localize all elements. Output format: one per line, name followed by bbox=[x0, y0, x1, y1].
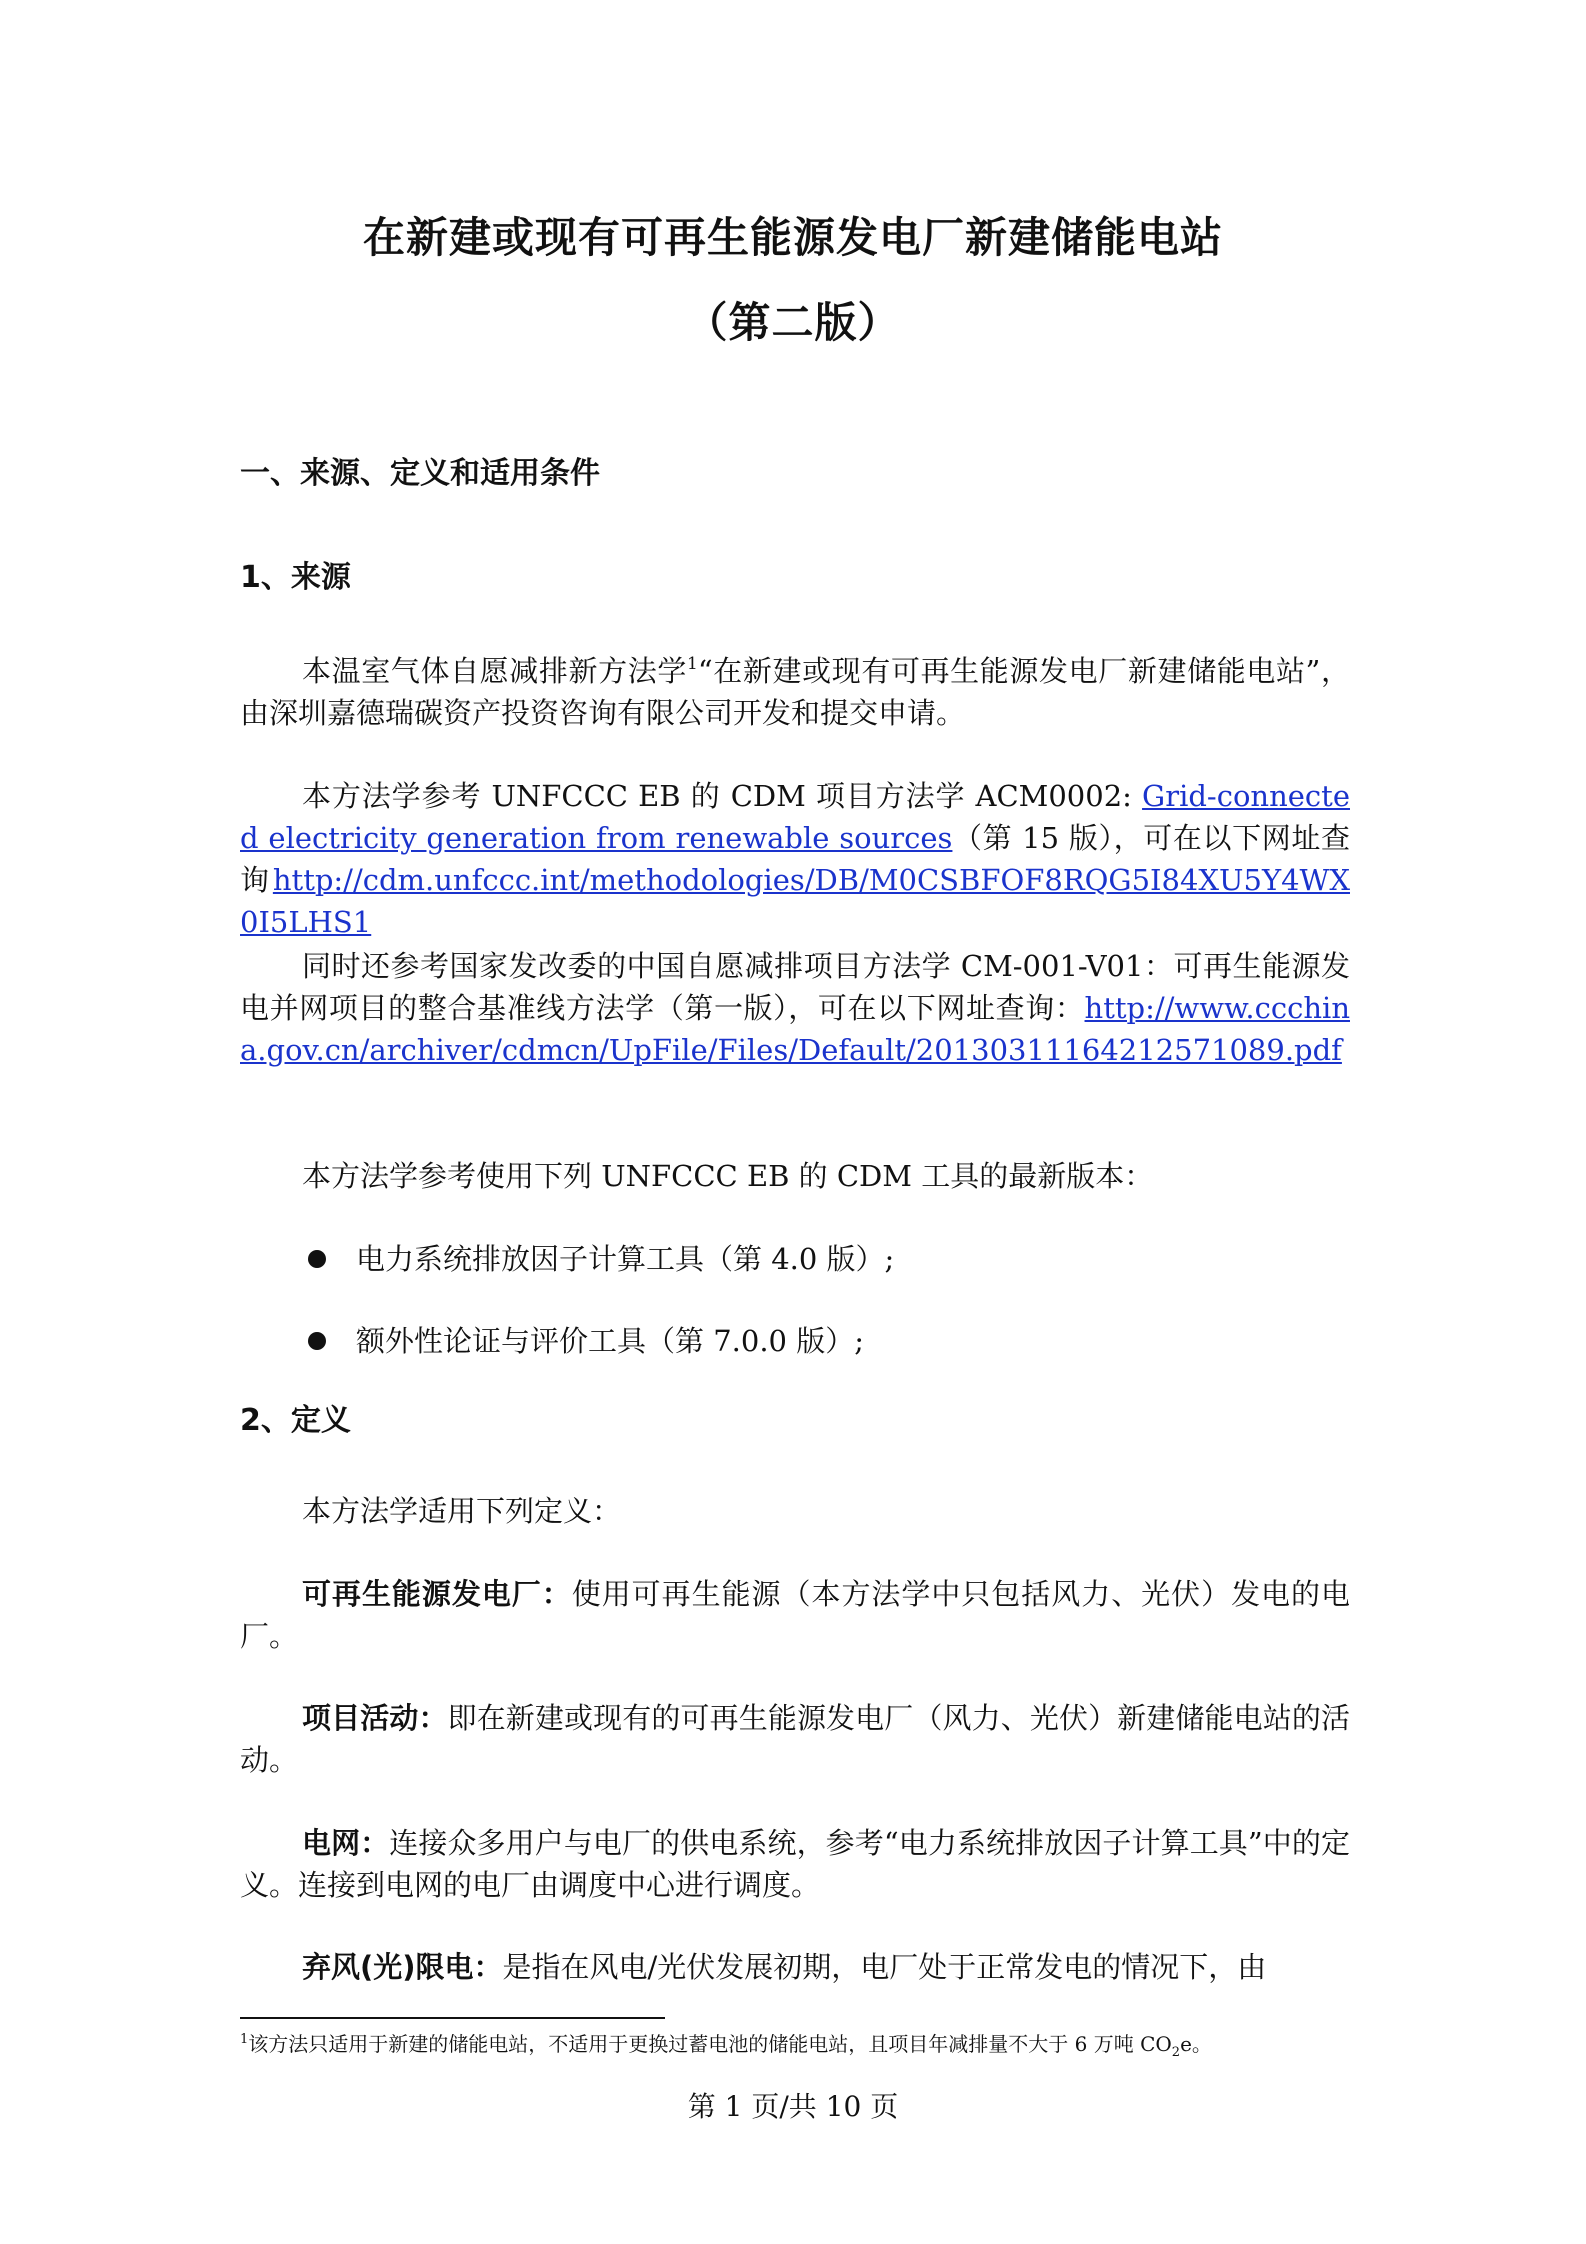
paragraph-origin-text-a: 本温室气体自愿减排新方法学 bbox=[302, 654, 687, 688]
paragraph-acm0002-text-b: （第 15 版），可在以下网址查询 bbox=[240, 821, 1350, 897]
document-subtitle: （第二版） bbox=[685, 298, 901, 347]
document-title: 在新建或现有可再生能源发电厂新建储能电站 bbox=[362, 213, 1223, 262]
acm0002-title-link[interactable]: Grid-connected electricity generation from renewable sources bbox=[240, 779, 1350, 855]
definition-grid bbox=[240, 1822, 1350, 1906]
footnote-text: 该方法只适用于新建的储能电站，不适用于更换过蓄电池的储能电站，且项目年减排量不大于 6 万吨 CO bbox=[248, 2032, 1172, 2056]
paragraph-origin-text-b: “在新建或现有可再生能源发电厂新建储能电站”，由深圳嘉德瑞碳资产投资咨询有限公司开发和提交申请。 bbox=[240, 654, 1350, 730]
paragraph-cm001 bbox=[240, 945, 1350, 1071]
definition-text: 是指在风电/光伏发展初期，电厂处于正常发电的情况下，由 bbox=[502, 1950, 1267, 1984]
footnote-separator bbox=[240, 2017, 665, 2019]
definition-term: 项目活动： bbox=[302, 1701, 448, 1735]
definition-term: 弃风(光)限电： bbox=[302, 1950, 503, 1984]
paragraph-acm0002-text-a: 本方法学参考 UNFCCC EB 的 CDM 项目方法学 ACM0002: bbox=[302, 779, 1143, 813]
footnote-subscript: 2 bbox=[1171, 2045, 1181, 2060]
bullet-dot-icon bbox=[308, 1250, 326, 1268]
ccchina-url-link[interactable]: http://www.ccchina.gov.cn/archiver/cdmcn/UpFile/Files/Default/20130311164212571089.pdf bbox=[240, 991, 1350, 1067]
footnote bbox=[240, 2030, 1360, 2067]
paragraph-origin bbox=[240, 650, 1350, 734]
footnote-ref[interactable]: 1 bbox=[687, 654, 698, 674]
definition-renewable-plant bbox=[240, 1573, 1350, 1657]
bullet-text: 电力系统排放因子计算工具（第 4.0 版）; bbox=[356, 1242, 895, 1276]
page-number: 第 1 页/共 10 页 bbox=[687, 2090, 899, 2123]
unfccc-url-link[interactable]: http://cdm.unfccc.int/methodologies/DB/M0CSBFOF8RQG5I84XU5Y4WX0I5LHS1 bbox=[240, 863, 1350, 939]
footnote-number: 1 bbox=[240, 2032, 249, 2047]
definition-text: 使用可再生能源（本方法学中只包括风力、光伏）发电的电厂。 bbox=[240, 1577, 1350, 1653]
paragraph-definitions-intro: 本方法学适用下列定义： bbox=[302, 1494, 622, 1528]
subsection-heading-definitions: 2、定义 bbox=[240, 1403, 351, 1438]
paragraph-cm001-text: 同时还参考国家发改委的中国自愿减排项目方法学 CM-001-V01：可再生能源发电并网项目的整合基准线方法学（第一版），可在以下网址查询： bbox=[240, 949, 1350, 1025]
bullet-dot-icon bbox=[308, 1332, 326, 1350]
subsection-heading-source: 1、来源 bbox=[240, 560, 351, 595]
footnote-end: e。 bbox=[1180, 2032, 1212, 2056]
definition-curtailment bbox=[240, 1946, 1350, 1988]
paragraph-tools-intro: 本方法学参考使用下列 UNFCCC EB 的 CDM 工具的最新版本： bbox=[302, 1159, 1154, 1193]
bullet-text: 额外性论证与评价工具（第 7.0.0 版）; bbox=[356, 1324, 864, 1358]
bullet-item bbox=[308, 1238, 895, 1280]
bullet-item bbox=[308, 1320, 864, 1362]
paragraph-acm0002 bbox=[240, 775, 1350, 943]
definition-term: 电网： bbox=[302, 1826, 390, 1860]
definition-term: 可再生能源发电厂： bbox=[302, 1577, 572, 1611]
definition-text: 即在新建或现有的可再生能源发电厂（风力、光伏）新建储能电站的活动。 bbox=[240, 1701, 1350, 1777]
definition-project-activity bbox=[240, 1697, 1350, 1781]
section-heading-1: 一、来源、定义和适用条件 bbox=[240, 456, 600, 491]
definition-text: 连接众多用户与电厂的供电系统，参考“电力系统排放因子计算工具”中的定义。连接到电网的电厂由调度中心进行调度。 bbox=[240, 1826, 1350, 1902]
